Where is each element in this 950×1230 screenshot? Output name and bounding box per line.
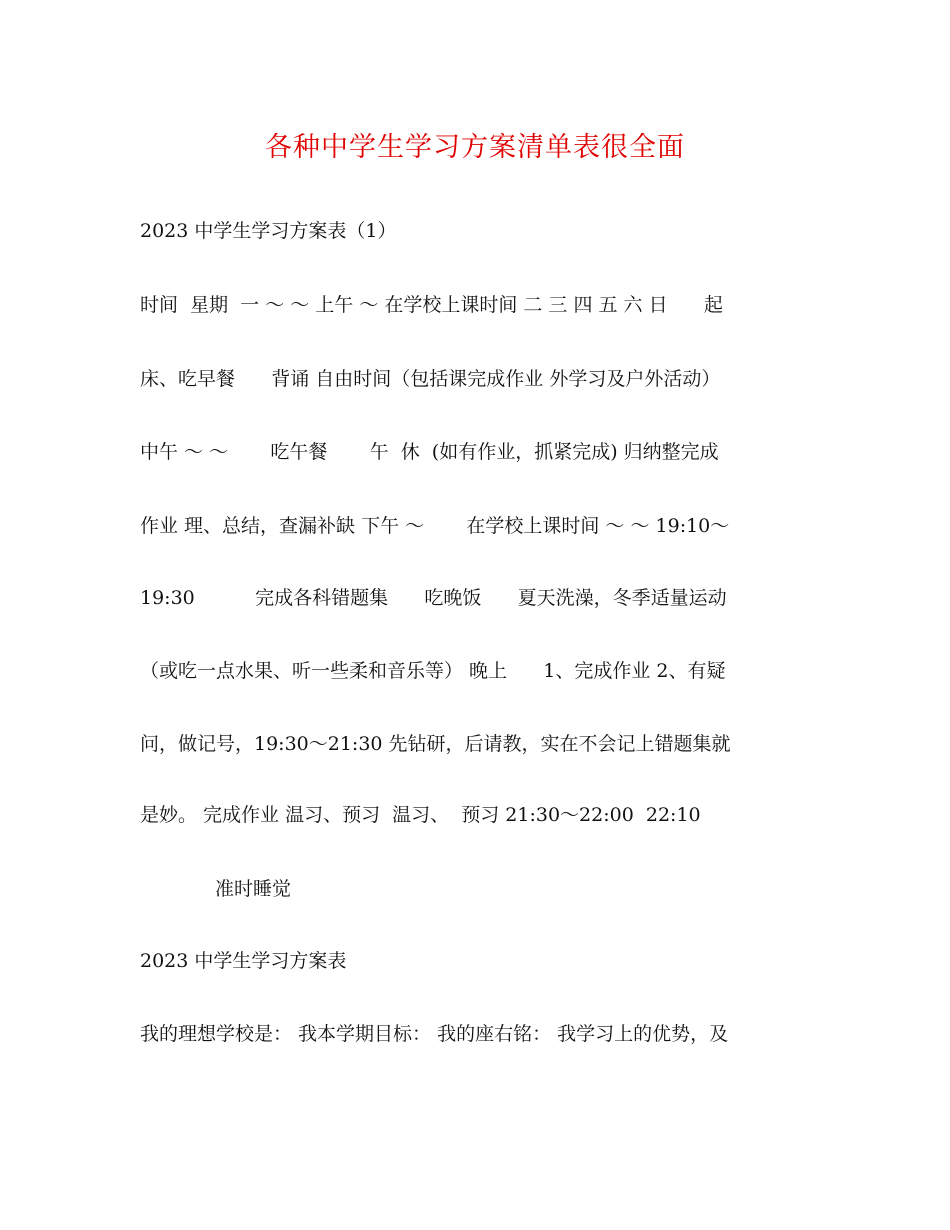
section-heading-2: 2023 中学生学习方案表: [140, 950, 347, 972]
body-line: 时间 星期 一 ～ ～ 上午 ～ 在学校上课时间 二 三 四 五 六 日 起: [140, 294, 723, 316]
body-line: 是妙。 完成作业 温习、预习 温习、 预习 21:30～22:00 22:10: [140, 804, 701, 826]
section-heading-1: 2023 中学生学习方案表（1）: [140, 220, 397, 242]
body-line-indented: 准时睡觉: [215, 878, 292, 900]
body-line: 我的理想学校是： 我本学期目标： 我的座右铭： 我学习上的优势，及: [140, 1023, 729, 1045]
body-line: 中午 ～ ～ 吃午餐 午 休 (如有作业，抓紧完成) 归纳整完成: [140, 441, 719, 463]
body-line: 床、吃早餐 背诵 自由时间（包括课完成作业 外学习及户外活动）: [140, 368, 721, 390]
body-line: 作业 理、总结，查漏补缺 下午 ～ 在学校上课时间 ～ ～ 19:10～: [140, 515, 730, 537]
body-line: 问，做记号，19:30～21:30 先钻研，后请教，实在不会记上错题集就: [140, 733, 731, 755]
body-line: 19:30 完成各科错题集 吃晚饭 夏天洗澡，冬季适量运动: [140, 587, 727, 609]
document-title: 各种中学生学习方案清单表很全面: [265, 132, 685, 163]
body-line: （或吃一点水果、听一些柔和音乐等） 晚上 1、完成作业 2、有疑: [140, 660, 726, 682]
